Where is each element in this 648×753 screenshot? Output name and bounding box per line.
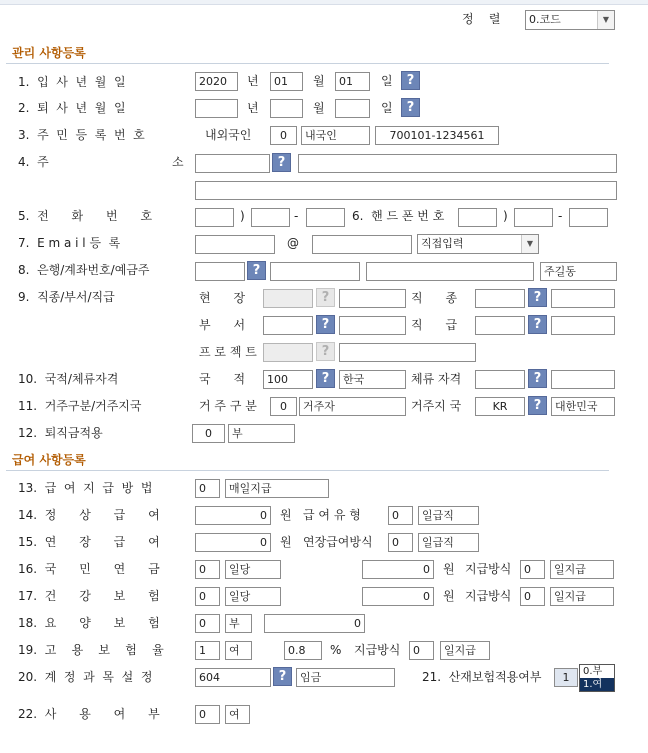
hire-date-label: 1. 입 사 년 월 일	[18, 75, 126, 89]
section-divider	[6, 470, 609, 471]
pay-method-code-input[interactable]: 0	[195, 479, 220, 498]
use-flag-label: 22. 사 용 여 부	[18, 707, 160, 721]
dept-label: 부 서	[199, 318, 246, 332]
email-domain-select[interactable]	[417, 234, 539, 254]
project-name-field	[339, 343, 476, 362]
severance-label: 12. 퇴직금적용	[18, 426, 103, 440]
health-code-input[interactable]: 0	[195, 587, 220, 606]
section-mgmt-title: 관리 사항등록	[12, 46, 86, 60]
stay-search-icon[interactable]: ?	[528, 369, 547, 388]
severance-value-field: 부	[228, 424, 295, 443]
grade-code-input[interactable]	[475, 316, 525, 335]
pension-code-input[interactable]: 0	[195, 560, 220, 579]
employment-method-code-input[interactable]: 0	[409, 641, 434, 660]
pay-type-value-field: 일급직	[418, 506, 479, 525]
email-label: 7. E m a i l 등 록	[18, 236, 121, 250]
won-unit: 원	[443, 589, 455, 603]
dept-search-icon[interactable]: ?	[316, 315, 335, 334]
site-code-input	[263, 289, 313, 308]
industrial-ins-label: 21. 산재보험적용여부	[422, 670, 542, 684]
phone-label: 5. 전 화 번 호	[18, 209, 153, 223]
leave-date-label: 2. 퇴 사 년 월 일	[18, 101, 126, 115]
dash: -	[558, 209, 563, 223]
overtime-method-value-field: 일급직	[418, 533, 479, 552]
nat-search-icon[interactable]: ?	[316, 369, 335, 388]
phone-last-input[interactable]	[306, 208, 345, 227]
ltc-code-input[interactable]: 0	[195, 614, 220, 633]
employment-rate-input[interactable]: 0.8	[284, 641, 322, 660]
pay-type-code-input[interactable]: 0	[388, 506, 413, 525]
job-type-label: 직 종	[411, 291, 458, 305]
month-suffix: 월	[313, 101, 325, 115]
stay-label: 체류 자격	[411, 372, 462, 386]
health-ins-label: 17. 건 강 보 험	[18, 589, 160, 603]
percent-unit: %	[330, 643, 342, 657]
bank-label: 8. 은행/계좌번호/예금주	[18, 263, 150, 277]
country-label: 거주지 국	[411, 399, 462, 413]
site-label: 현 장	[199, 291, 246, 305]
employment-code-input[interactable]: 1	[195, 641, 220, 660]
industrial-ins-code-input[interactable]: 1	[554, 668, 578, 687]
year-suffix: 년	[247, 74, 259, 88]
ltc-value-field: 부	[225, 614, 252, 633]
pay-type-label: 급 여 유 형	[303, 508, 361, 522]
year-suffix: 년	[247, 101, 259, 115]
mobile-area-input[interactable]	[458, 208, 497, 227]
pay-method-value-field: 매일지급	[225, 479, 329, 498]
overtime-method-code-input[interactable]: 0	[388, 533, 413, 552]
foreigner-type-field: 내국인	[301, 126, 370, 145]
account-holder-input[interactable]: 주길동	[540, 262, 617, 281]
mobile-label: 6. 핸 드 폰 번 호	[352, 209, 445, 223]
residence-label: 11. 거주구분/거주지국	[18, 399, 142, 413]
foreigner-label: 내외국인	[205, 128, 252, 142]
email-domain-value: 직접입력	[421, 237, 464, 250]
section-pay-title: 급여 사항등록	[12, 453, 86, 467]
account-number-input[interactable]	[366, 262, 534, 281]
email-domain-input[interactable]	[312, 235, 412, 254]
mobile-last-input[interactable]	[569, 208, 608, 227]
address-label: 4. 주	[18, 155, 49, 169]
phone-mid-input[interactable]	[251, 208, 290, 227]
email-id-input[interactable]	[195, 235, 275, 254]
site-name-field	[339, 289, 406, 308]
pension-value-field: 일당	[225, 560, 281, 579]
ltc-amount-input[interactable]: 0	[264, 614, 365, 633]
industrial-ins-option[interactable]: 0.부	[583, 666, 603, 677]
paren: )	[240, 209, 245, 223]
dept-code-input[interactable]	[263, 316, 313, 335]
account-setting-label: 20. 계 정 과 목 설 정	[18, 670, 153, 684]
mobile-mid-input[interactable]	[514, 208, 553, 227]
zipcode-input[interactable]	[195, 154, 270, 173]
won-unit: 원	[280, 535, 292, 549]
overtime-pay-label: 15. 연 장 급 여	[18, 535, 160, 549]
pay-method-label: 13. 급 여 지 급 방 법	[18, 481, 153, 495]
pension-label: 16. 국 민 연 금	[18, 562, 160, 576]
project-label: 프 로 젝 트	[199, 345, 257, 359]
top-border	[0, 0, 648, 5]
health-amount-input[interactable]: 0	[362, 587, 434, 606]
site-search-icon: ?	[316, 288, 335, 307]
grade-name-field	[551, 316, 615, 335]
sort-select[interactable]	[525, 10, 615, 30]
section-divider	[6, 63, 609, 64]
leave-year-input[interactable]	[195, 99, 238, 118]
health-method-label: 지급방식	[465, 589, 512, 603]
pension-method-code-input[interactable]: 0	[520, 560, 545, 579]
dept-name-field	[339, 316, 406, 335]
foreigner-code-input[interactable]: 0	[270, 126, 297, 145]
job-type-name-field	[551, 289, 615, 308]
job-type-search-icon[interactable]: ?	[528, 288, 547, 307]
grade-search-icon[interactable]: ?	[528, 315, 547, 334]
paren: )	[503, 209, 508, 223]
country-name-field: 대한민국	[551, 397, 615, 416]
job-dept-label: 9. 직종/부서/직급	[18, 290, 115, 304]
grade-label: 직 급	[411, 318, 458, 332]
use-flag-code-input[interactable]: 0	[195, 705, 220, 724]
calendar-help-icon[interactable]: ?	[401, 71, 420, 90]
day-suffix: 일	[381, 74, 393, 88]
nat-code-input[interactable]: 100	[263, 370, 313, 389]
employment-method-value-field: 일지급	[440, 641, 490, 660]
phone-area-input[interactable]	[195, 208, 234, 227]
won-unit: 원	[280, 508, 292, 522]
leave-day-input[interactable]	[335, 99, 370, 118]
regular-pay-input[interactable]: 0	[195, 506, 271, 525]
industrial-ins-option-selected[interactable]: 1.여	[580, 678, 614, 691]
employment-method-label: 지급방식	[354, 643, 401, 657]
pension-amount-input[interactable]: 0	[362, 560, 434, 579]
leave-month-input[interactable]	[270, 99, 303, 118]
sort-value: 0.코드	[529, 13, 561, 26]
calendar-help-icon[interactable]: ?	[401, 98, 420, 117]
dash: -	[294, 209, 299, 223]
use-flag-value-field: 여	[225, 705, 250, 724]
bank-search-icon[interactable]: ?	[247, 261, 266, 280]
project-code-input	[263, 343, 313, 362]
hire-day-input[interactable]: 01	[335, 72, 370, 91]
account-name-field: 임금	[296, 668, 395, 687]
employment-ins-label: 19. 고 용 보 험 율	[18, 643, 164, 657]
chevron-down-icon[interactable]: ▼	[597, 11, 614, 29]
day-suffix: 일	[381, 101, 393, 115]
bank-code-input[interactable]	[195, 262, 245, 281]
project-search-icon: ?	[316, 342, 335, 361]
hire-month-input[interactable]: 01	[270, 72, 303, 91]
sort-label: 정 렬	[462, 12, 501, 26]
regular-pay-label: 14. 정 상 급 여	[18, 508, 160, 522]
ltc-ins-label: 18. 요 양 보 험	[18, 616, 160, 630]
res-code-input[interactable]: 0	[270, 397, 297, 416]
stay-name-field	[551, 370, 615, 389]
res-type-label: 거 주 구 분	[199, 399, 257, 413]
address-label-suffix: 소	[172, 155, 184, 169]
employment-value-field: 여	[225, 641, 252, 660]
pension-method-label: 지급방식	[465, 562, 512, 576]
hire-year-input[interactable]: 2020	[195, 72, 238, 91]
health-value-field: 일당	[225, 587, 281, 606]
severance-code-input[interactable]: 0	[192, 424, 225, 443]
health-method-code-input[interactable]: 0	[520, 587, 545, 606]
overtime-method-label: 연장급여방식	[303, 535, 373, 549]
res-name-field: 거주자	[299, 397, 406, 416]
nationality-label: 10. 국적/체류자격	[18, 372, 119, 386]
won-unit: 원	[443, 562, 455, 576]
month-suffix: 월	[313, 74, 325, 88]
account-search-icon[interactable]: ?	[273, 667, 292, 686]
rrn-label: 3. 주 민 등 록 번 호	[18, 128, 145, 142]
zip-search-icon[interactable]: ?	[272, 153, 291, 172]
industrial-ins-dropdown[interactable]	[579, 664, 615, 692]
account-code-input[interactable]: 604	[195, 668, 271, 687]
pension-method-value-field: 일지급	[550, 560, 614, 579]
chevron-down-icon[interactable]: ▼	[521, 235, 538, 253]
stay-code-input[interactable]	[475, 370, 525, 389]
address2-input[interactable]	[195, 181, 617, 200]
health-method-value-field: 일지급	[550, 587, 614, 606]
job-type-code-input[interactable]	[475, 289, 525, 308]
address1-input[interactable]	[298, 154, 617, 173]
country-code-input[interactable]: KR	[475, 397, 525, 416]
rrn-input[interactable]: 700101-1234561	[375, 126, 499, 145]
nat-name-field: 한국	[339, 370, 406, 389]
overtime-pay-input[interactable]: 0	[195, 533, 271, 552]
at-sign: @	[287, 236, 299, 250]
bank-name-field	[270, 262, 360, 281]
country-search-icon[interactable]: ?	[528, 396, 547, 415]
nat-label: 국 적	[199, 372, 246, 386]
